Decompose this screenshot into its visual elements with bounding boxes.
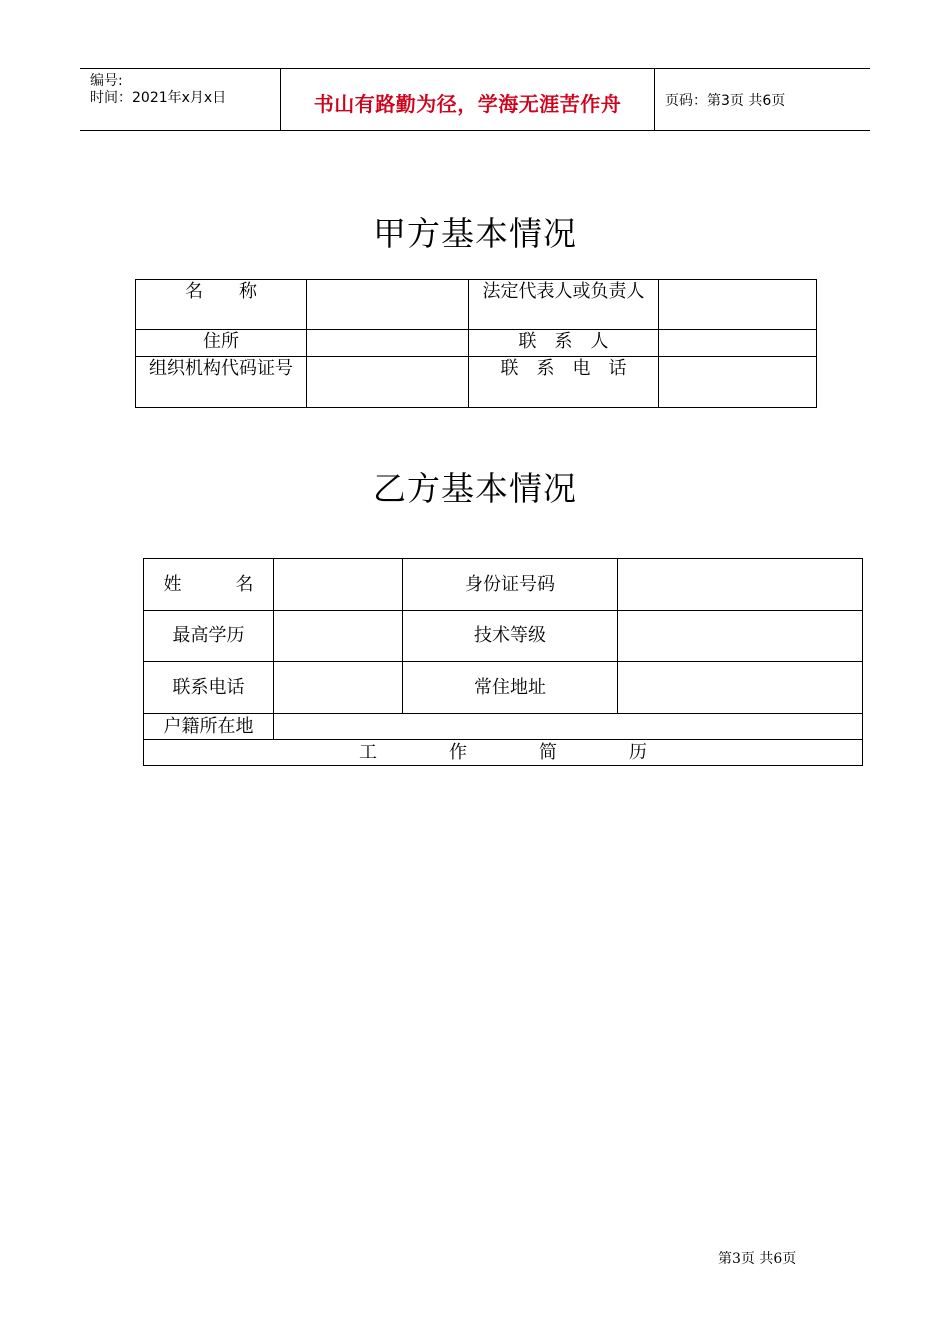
party-a-table [135, 279, 817, 408]
party-b-id-label: 身份证号码 [403, 559, 618, 611]
table-row [136, 280, 817, 330]
party-a-name-value[interactable] [307, 280, 469, 330]
header-page-info: 页码：第3页 共6页 [665, 93, 786, 109]
party-b-name-label: 姓 名 [144, 559, 274, 611]
party-b-skill-level-label: 技术等级 [403, 611, 618, 662]
table-row [144, 714, 863, 740]
party-a-name-label: 名 称 [136, 280, 307, 330]
party-b-work-history-label: 工 作 简 历 [144, 740, 863, 766]
document-date-label: 时间：2021年x月x日 [90, 90, 227, 106]
page-header [80, 68, 870, 131]
party-b-household-label: 户籍所在地 [144, 714, 274, 740]
footer-page-info: 第3页 共6页 [718, 1251, 797, 1267]
header-left-cell [80, 69, 281, 130]
party-a-title: 甲方基本情况 [373, 214, 577, 253]
party-b-address-value[interactable] [618, 662, 863, 714]
header-motto-cell [281, 69, 655, 130]
party-b-phone-label: 联系电话 [144, 662, 274, 714]
header-motto: 书山有路勤为径，学海无涯苦作舟 [313, 92, 622, 116]
party-b-name-value[interactable] [274, 559, 403, 611]
party-b-skill-level-value[interactable] [618, 611, 863, 662]
party-b-phone-value[interactable] [274, 662, 403, 714]
party-a-phone-value[interactable] [659, 357, 817, 408]
party-b-title: 乙方基本情况 [373, 469, 577, 508]
party-b-education-label: 最高学历 [144, 611, 274, 662]
party-a-contact-value[interactable] [659, 330, 817, 357]
party-a-address-value[interactable] [307, 330, 469, 357]
party-b-id-value[interactable] [618, 559, 863, 611]
table-row [144, 611, 863, 662]
table-row [144, 559, 863, 611]
table-row [136, 330, 817, 357]
document-number-label: 编号: [90, 73, 123, 89]
party-a-phone-label: 联 系 电 话 [469, 357, 659, 408]
party-b-table [143, 558, 863, 766]
party-a-address-label: 住所 [136, 330, 307, 357]
table-row [136, 357, 817, 408]
table-row [144, 740, 863, 766]
party-a-contact-label: 联 系 人 [469, 330, 659, 357]
header-page-cell [655, 69, 870, 130]
party-b-address-label: 常住地址 [403, 662, 618, 714]
table-row [144, 662, 863, 714]
party-a-legal-rep-value[interactable] [659, 280, 817, 330]
party-a-org-code-label: 组织机构代码证号 [136, 357, 307, 408]
party-a-org-code-value[interactable] [307, 357, 469, 408]
party-a-legal-rep-label: 法定代表人或负责人 [469, 280, 659, 330]
party-b-education-value[interactable] [274, 611, 403, 662]
party-b-household-value[interactable] [274, 714, 863, 740]
